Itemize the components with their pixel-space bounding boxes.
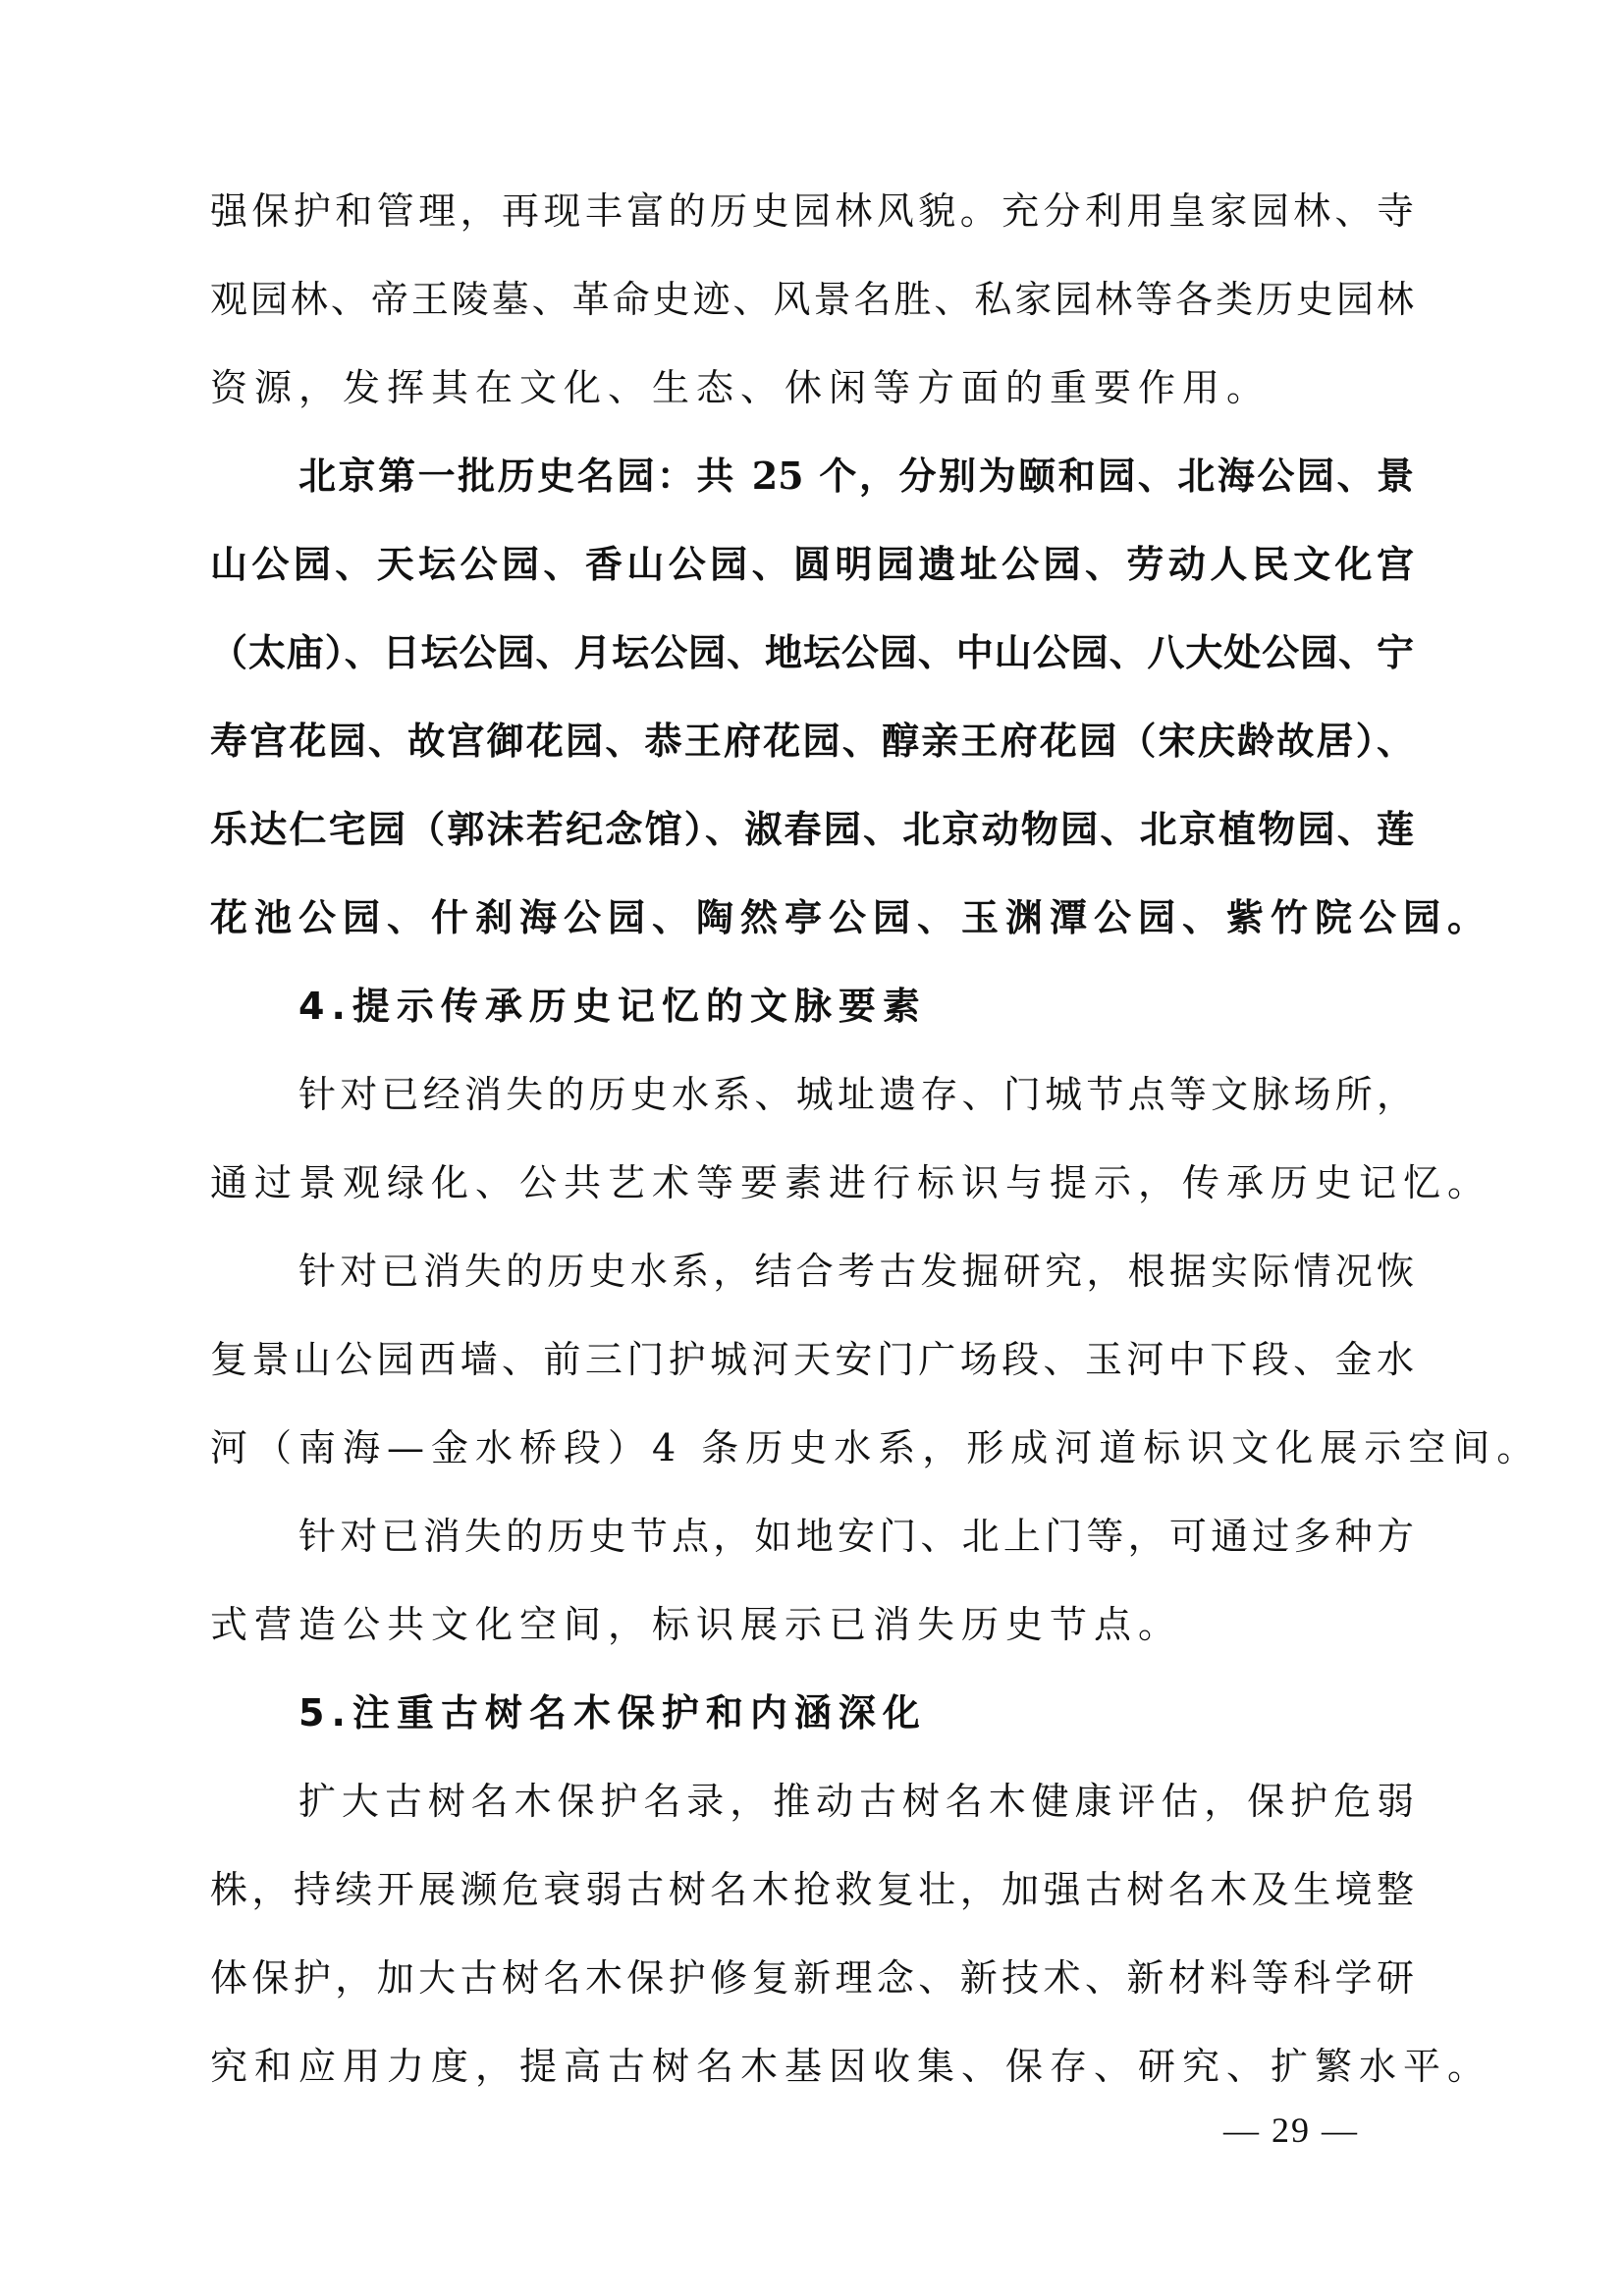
paragraph-line: 资源，发挥其在文化、生态、休闲等方面的重要作用。 [210,366,1272,409]
paragraph-line: 针对已消失的历史节点，如地安门、北上门等，可通过多种方 [298,1515,1414,1558]
bold-paragraph-line: 山公园、天坛公园、香山公园、圆明园遗址公园、劳动人民文化宫 [210,542,1414,586]
paragraph-line: 观园林、帝王陵墓、革命史迹、风景名胜、私家园林等各类历史园林 [210,278,1414,321]
paragraph-line: 河（南海—金水桥段）4 条历史水系，形成河道标识文化展示空间。 [210,1426,1542,1469]
paragraph-line: 复景山公园西墙、前三门护城河天安门广场段、玉河中下段、金水 [210,1338,1414,1381]
paragraph-line: 通过景观绿化、公共艺术等要素进行标识与提示，传承历史记忆。 [210,1161,1492,1204]
paragraph-line: 针对已经消失的历史水系、城址遗存、门城节点等文脉场所， [298,1073,1414,1116]
page-number: — 29 — [1223,2110,1359,2150]
paragraph-line: 针对已消失的历史水系，结合考古发掘研究，根据实际情况恢 [298,1250,1414,1293]
bold-paragraph-line: 花池公园、什刹海公园、陶然亭公园、玉渊潭公园、紫竹院公园。 [210,895,1492,939]
paragraph-line: 扩大古树名木保护名录，推动古树名木健康评估，保护危弱 [298,1780,1414,1823]
paragraph-line: 体保护，加大古树名木保护修复新理念、新技术、新材料等科学研 [210,1956,1414,2000]
section-heading: 5.注重古树名木保护和内涵深化 [298,1691,927,1735]
paragraph-line: 式营造公共文化空间，标识展示已消失历史节点。 [210,1603,1183,1646]
bold-paragraph-line: 寿宫花园、故宫御花园、恭王府花园、醇亲王府花园（宋庆龄故居）、 [210,719,1414,763]
paragraph-line: 究和应用力度，提高古树名木基因收集、保存、研究、扩繁水平。 [210,2045,1492,2088]
bold-paragraph-line: 乐达仁宅园（郭沫若纪念馆）、淑春园、北京动物园、北京植物园、莲 [210,807,1414,851]
bold-paragraph-line: 北京第一批历史名园：共 25 个，分别为颐和园、北海公园、景 [298,454,1414,498]
paragraph-line: 株，持续开展濒危衰弱古树名木抢救复壮，加强古树名木及生境整 [210,1868,1414,1911]
bold-paragraph-line: （太庙）、日坛公园、月坛公园、地坛公园、中山公园、八大处公园、宁 [210,630,1414,674]
paragraph-line: 强保护和管理，再现丰富的历史园林风貌。充分利用皇家园林、寺 [210,189,1414,233]
section-heading: 4.提示传承历史记忆的文脉要素 [298,985,927,1028]
